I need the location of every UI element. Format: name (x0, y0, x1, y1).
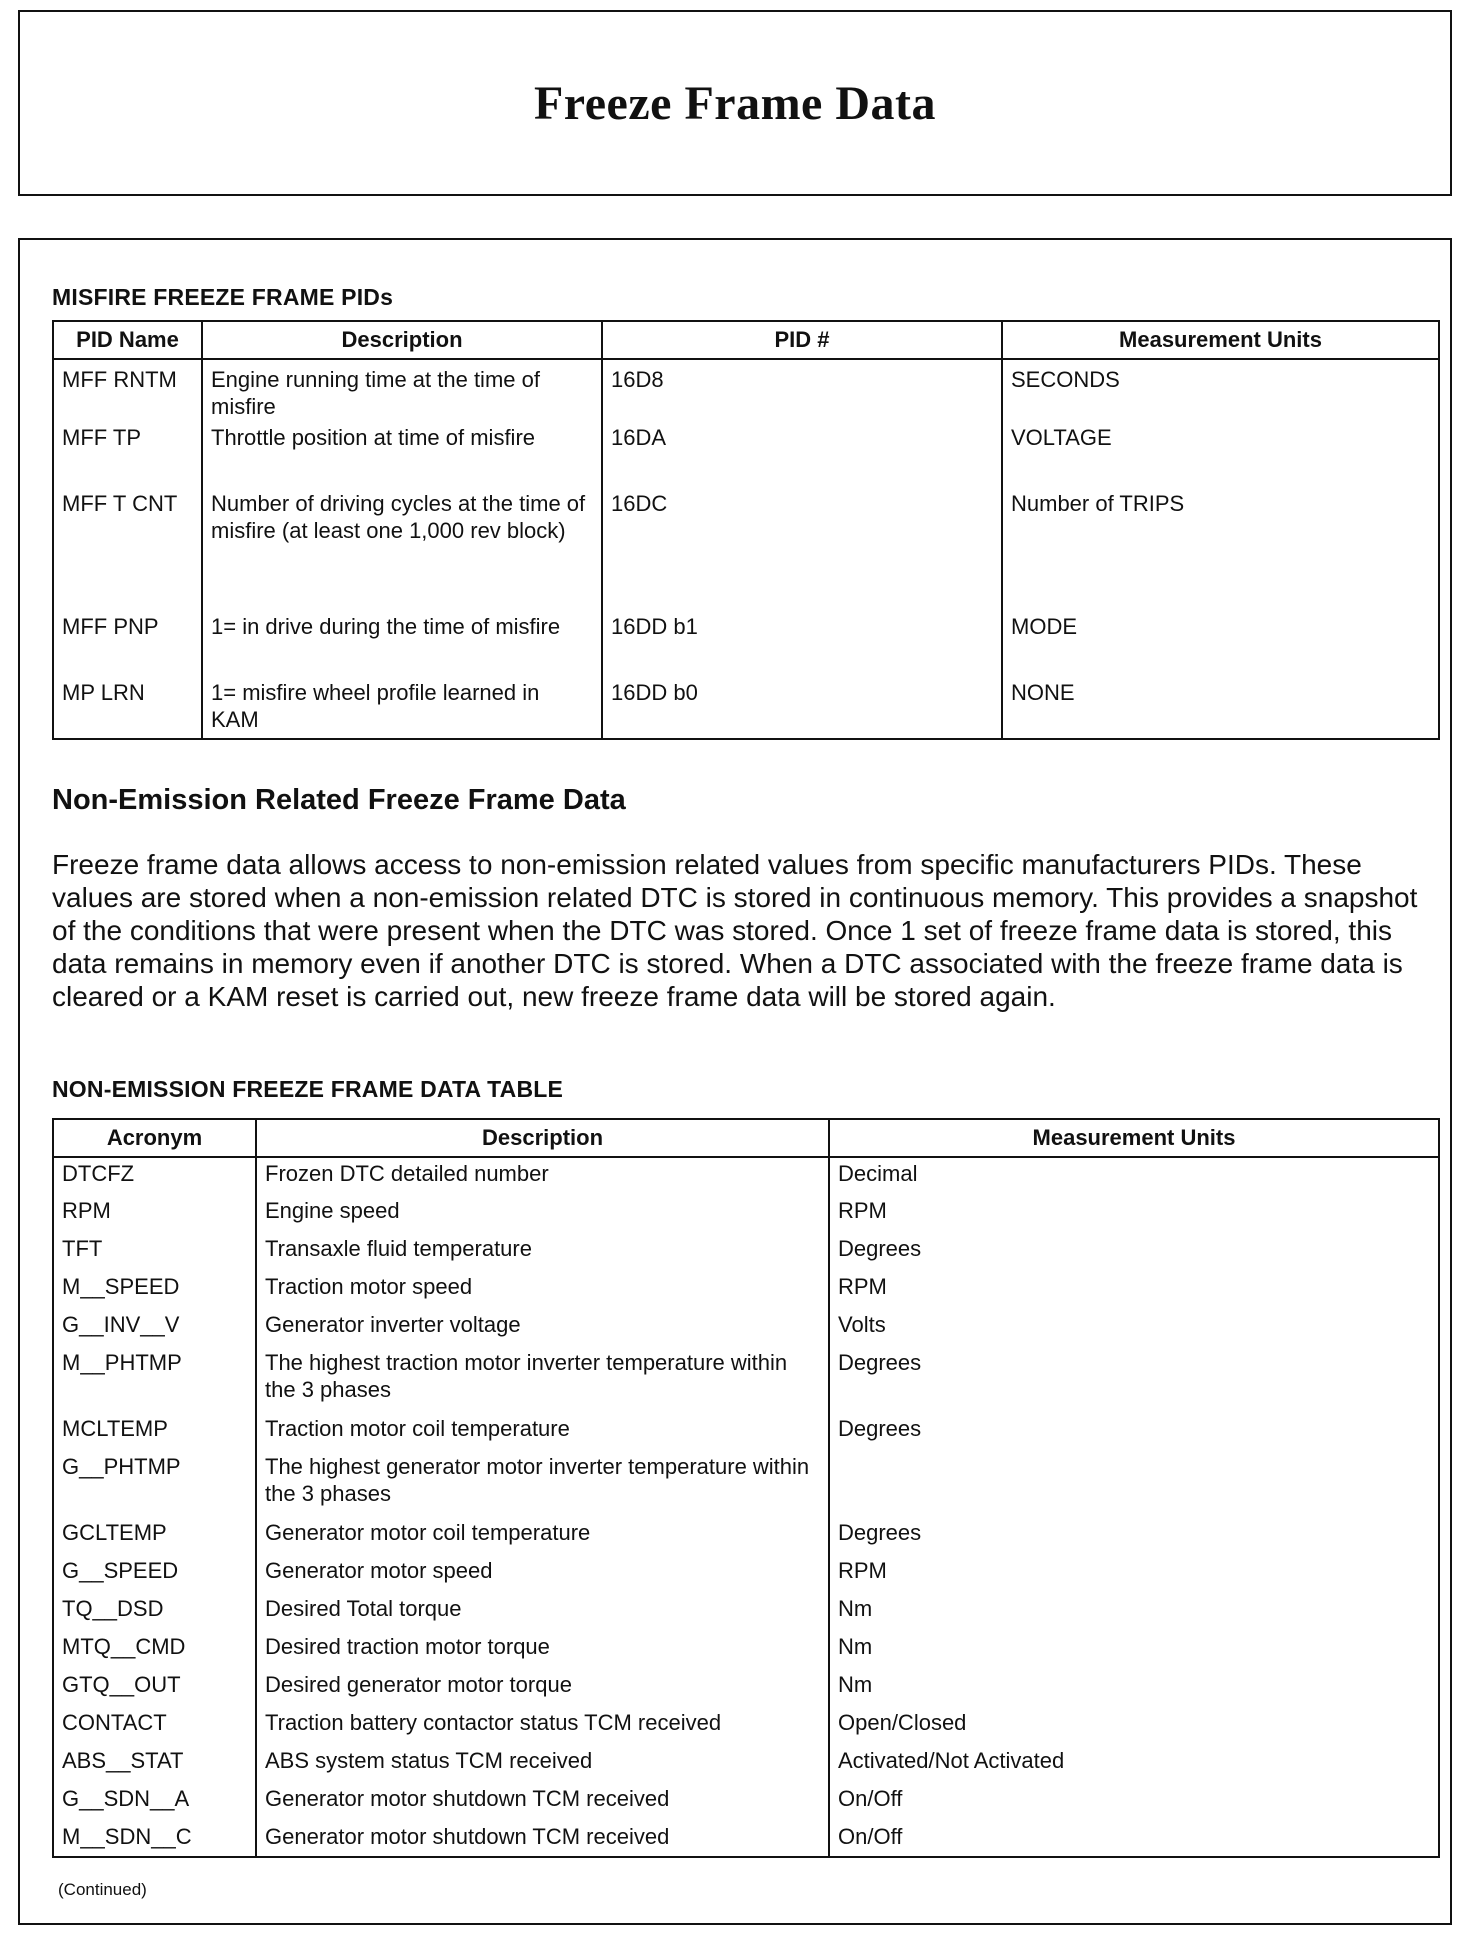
acronym-cell: TFT (53, 1233, 256, 1271)
table-row (53, 1271, 1439, 1309)
units-cell: RPM (829, 1555, 1439, 1593)
units-cell: VOLTAGE (1002, 424, 1439, 490)
acronym-cell: G__INV__V (53, 1309, 256, 1347)
acronym-cell: GCLTEMP (53, 1517, 256, 1555)
title-box (18, 10, 1452, 196)
table-row (53, 1233, 1439, 1271)
acronym-cell: CONTACT (53, 1707, 256, 1745)
units-cell: On/Off (829, 1783, 1439, 1821)
description-cell: Generator inverter voltage (256, 1309, 829, 1347)
acronym-cell: G__PHTMP (53, 1451, 256, 1517)
pid-number-cell: 16DD b1 (602, 613, 1002, 679)
description-cell: The highest generator motor inverter temperature within the 3 phases (256, 1451, 829, 1517)
units-cell: Open/Closed (829, 1707, 1439, 1745)
description-cell: The highest traction motor inverter temperature within the 3 phases (256, 1347, 829, 1413)
column-header: Measurement Units (1002, 321, 1439, 359)
description-cell: Traction motor coil temperature (256, 1413, 829, 1451)
acronym-cell: G__SDN__A (53, 1783, 256, 1821)
table-row (53, 1593, 1439, 1631)
units-cell: Number of TRIPS (1002, 490, 1439, 613)
units-cell: Nm (829, 1593, 1439, 1631)
acronym-cell: MTQ__CMD (53, 1631, 256, 1669)
misfire-table-heading: MISFIRE FREEZE FRAME PIDs (52, 284, 394, 310)
units-cell: MODE (1002, 613, 1439, 679)
description-cell: Desired generator motor torque (256, 1669, 829, 1707)
acronym-cell: DTCFZ (53, 1157, 256, 1195)
units-cell: Nm (829, 1669, 1439, 1707)
acronym-cell: G__SPEED (53, 1555, 256, 1593)
acronym-cell: RPM (53, 1195, 256, 1233)
acronym-cell: GTQ__OUT (53, 1669, 256, 1707)
column-header: Description (202, 321, 602, 359)
pid-number-cell: 16D8 (602, 359, 1002, 424)
units-cell: Degrees (829, 1233, 1439, 1271)
description-cell: Generator motor speed (256, 1555, 829, 1593)
acronym-cell: M__SPEED (53, 1271, 256, 1309)
column-header: Measurement Units (829, 1119, 1439, 1157)
description-cell: 1= misfire wheel profile learned in KAM (202, 679, 602, 739)
misfire-header-row (53, 321, 1439, 359)
table-row (53, 424, 1439, 490)
units-cell: Decimal (829, 1157, 1439, 1195)
table-row (53, 359, 1439, 424)
table-row (53, 1309, 1439, 1347)
units-cell: RPM (829, 1195, 1439, 1233)
table-row (53, 1669, 1439, 1707)
pid-name-cell: MFF T CNT (53, 490, 202, 613)
non-emission-paragraph: Freeze frame data allows access to non-emission related values from specific manufacturers PIDs. These values are stored when a non-emission related DTC is stored in continuous memory. This provides a snapshot of the conditions that were present when the DTC was stored. Once 1 set of freeze frame data is stored, this data remains in memory even if another DTC is stored. When a DTC associated with the freeze frame data is cleared or a KAM reset is carried out, new freeze frame data will be stored again. (52, 849, 1418, 1012)
pid-number-cell: 16DC (602, 490, 1002, 613)
description-cell: Generator motor shutdown TCM received (256, 1783, 829, 1821)
table-row (53, 490, 1439, 613)
table-row (53, 1517, 1439, 1555)
units-cell: Degrees (829, 1347, 1439, 1413)
pid-number-cell: 16DA (602, 424, 1002, 490)
column-header: Description (256, 1119, 829, 1157)
description-cell: Desired traction motor torque (256, 1631, 829, 1669)
description-cell: Engine speed (256, 1195, 829, 1233)
table-row (53, 1451, 1439, 1517)
units-cell: NONE (1002, 679, 1439, 739)
units-cell (829, 1451, 1439, 1517)
non-emission-table (52, 1118, 1440, 1858)
non-emission-header-row (53, 1119, 1439, 1157)
pid-number-cell: 16DD b0 (602, 679, 1002, 739)
misfire-table (52, 320, 1440, 740)
table-row (53, 1157, 1439, 1195)
table-row (53, 1631, 1439, 1669)
non-emission-table-heading: NON-EMISSION FREEZE FRAME DATA TABLE (52, 1076, 564, 1102)
table-row (53, 1195, 1439, 1233)
non-emission-heading: Non-Emission Related Freeze Frame Data (52, 784, 626, 816)
table-row (53, 1413, 1439, 1451)
column-header: PID # (602, 321, 1002, 359)
table-row (53, 1555, 1439, 1593)
description-cell: Traction battery contactor status TCM received (256, 1707, 829, 1745)
description-cell: Number of driving cycles at the time of misfire (at least one 1,000 rev block) (202, 490, 602, 613)
units-cell: Degrees (829, 1413, 1439, 1451)
pid-name-cell: MP LRN (53, 679, 202, 739)
units-cell: Activated/Not Activated (829, 1745, 1439, 1783)
units-cell: On/Off (829, 1821, 1439, 1857)
description-cell: Generator motor shutdown TCM received (256, 1821, 829, 1857)
description-cell: Transaxle fluid temperature (256, 1233, 829, 1271)
description-cell: Desired Total torque (256, 1593, 829, 1631)
description-cell: Throttle position at time of misfire (202, 424, 602, 490)
table-row (53, 1347, 1439, 1413)
acronym-cell: ABS__STAT (53, 1745, 256, 1783)
description-cell: Generator motor coil temperature (256, 1517, 829, 1555)
units-cell: RPM (829, 1271, 1439, 1309)
table-row (53, 1745, 1439, 1783)
table-row (53, 1707, 1439, 1745)
table-row (53, 679, 1439, 739)
content-box (18, 238, 1452, 1925)
column-header: PID Name (53, 321, 202, 359)
units-cell: Nm (829, 1631, 1439, 1669)
description-cell: Engine running time at the time of misfire (202, 359, 602, 424)
table-row (53, 1783, 1439, 1821)
acronym-cell: M__SDN__C (53, 1821, 256, 1857)
pid-name-cell: MFF RNTM (53, 359, 202, 424)
page-title: Freeze Frame Data (533, 76, 937, 130)
continued-note: (Continued) (58, 1880, 147, 1899)
pid-name-cell: MFF PNP (53, 613, 202, 679)
acronym-cell: M__PHTMP (53, 1347, 256, 1413)
column-header: Acronym (53, 1119, 256, 1157)
description-cell: Traction motor speed (256, 1271, 829, 1309)
acronym-cell: MCLTEMP (53, 1413, 256, 1451)
table-row (53, 613, 1439, 679)
table-row (53, 1821, 1439, 1857)
pid-name-cell: MFF TP (53, 424, 202, 490)
units-cell: Volts (829, 1309, 1439, 1347)
description-cell: ABS system status TCM received (256, 1745, 829, 1783)
acronym-cell: TQ__DSD (53, 1593, 256, 1631)
units-cell: Degrees (829, 1517, 1439, 1555)
description-cell: Frozen DTC detailed number (256, 1157, 829, 1195)
units-cell: SECONDS (1002, 359, 1439, 424)
description-cell: 1= in drive during the time of misfire (202, 613, 602, 679)
